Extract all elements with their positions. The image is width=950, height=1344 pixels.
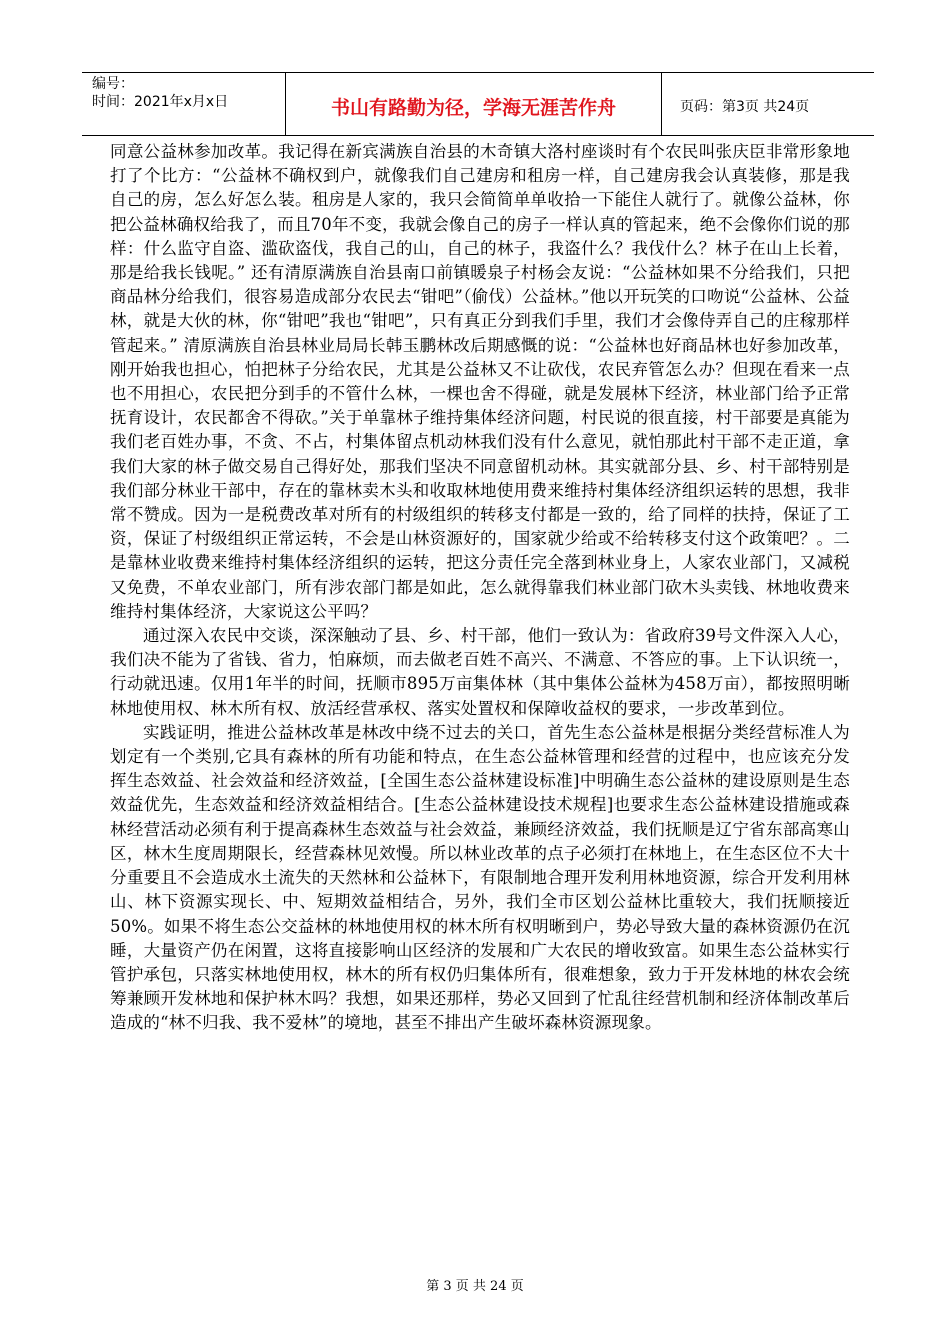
paragraph-3: 实践证明，推进公益林改革是林改中绕不过去的关口，首先生态公益林是根据分类经营标准人为划定有一个类别,它具有森林的所有功能和特点，在生态公益林管理和经营的过程中，也应该充分发挥生态效益、社会效益和经济效益，[全国生态公益林建设标准]中明确生态公益林的建设原则是生态效益优先，生态效益和经济效益相结合。[生态公益林建设技术规程]也要求生态公益林建设措施或森林经营活动必须有利于提高森林生态效益与社会效益，兼顾经济效益，我们抚顺是辽宁省东部高寒山区，林木生度周期限长，经营森林见效慢。所以林业改革的点子必须打在林地上，在生态区位不大十分重要且不会造成水土流失的天然林和公益林下，有限制地合理开发利用林地资源，综合开发利用林山、林下资源实现长、中、短期效益相结合，另外，我们全市区划公益林比重较大，我们抚顺接近50%。如果不将生态公交益林的林地使用权的林木所有权明晰到户，势必导致大量的森林资源仍在沉睡，大量资产仍在闲置，这将直接影响山区经济的发展和广大农民的增收致富。如果生态公益林实行管护承包，只落实林地使用权，林木的所有权仍归集体所有，很难想象，致力于开发林地的林农会统筹兼顾开发林地和保护林木吗？我想，如果还那样，势必又回到了忙乱往经营机制和经济体制改革后造成的“林不归我、我不爱林”的境地，甚至不排出产生破坏森林资源现象。: [110, 722, 850, 1033]
header-page-info: 页码：第3页 共24页: [680, 99, 810, 115]
time-label: 时间：2021年x月x日: [92, 94, 229, 110]
body-text: [110, 140, 850, 1036]
header-motto: 书山有路勤为径，学海无涯苦作舟: [286, 73, 662, 135]
paragraph-1: 同意公益林参加改革。我记得在新宾满族自治县的木奇镇大洛村座谈时有个农民叫张庆臣非常形象地打了个比方：“公益林不确权到户，就像我们自己建房和租房一样，自己建房我会认真装修，那是我自己的房，怎么好怎么装。租房是人家的，我只会简简单单收拾一下能住人就行了。就像公益林，你把公益林确权给我了，而且70年不变，我就会像自己的房子一样认真的管起来，绝不会像你们说的那样：什么监守自盗、滥砍盗伐，我自己的山，自己的林子，我盗什么？我伐什么？林子在山上长着，那是给我长钱呢。” 还有清原满族自治县南口前镇暖泉子村杨会友说：“公益林如果不分给我们，只把商品林分给我们，很容易造成部分农民去“钳吧”（偷伐）公益林。”他以开玩笑的口吻说“公益林、公益林，就是大伙的林，你“钳吧”我也“钳吧”，只有真正分到我们手里，我们才会像侍弄自己的庄稼那样管起来。” 清原满族自治县林业局局长韩玉鹏林改后期感慨的说：“公益林也好商品林也好参加改革，刚开始我也担心，怕把林子分给农民，尤其是公益林又不让砍伐，农民弃管怎么办？但现在看来一点也不用担心，农民把分到手的不管什么林，一棵也舍不得碰，就是发展林下经济，林业部门给予正常抚育设计，农民都舍不得砍。”关于单靠林子维持集体经济问题，村民说的很直接，村干部要是真能为我们老百姓办事，不贪、不占，村集体留点机动林我们没有什么意见，就怕那此村干部不走正道，拿我们大家的林子做交易自己得好处，那我们坚决不同意留机动林。其实就部分县、乡、村干部特别是我们部分林业干部中，存在的靠林卖木头和收取林地使用费来维持村集体经济组织运转的思想，我非常不赞成。因为一是税费改革对所有的村级组织的转移支付都是一致的，给了同样的扶持，保证了工资，保证了村级组织正常运转，不会是山林资源好的，国家就少给或不给转移支付这个政策吧？。二是靠林业收费来维持村集体经济组织的运转，把这分责任完全落到林业身上，人家农业部门，又减税又免费，不单农业部门，所有涉农部门都是如此，怎么就得靠我们林业部门砍木头卖钱、林地收费来维持村集体经济，大家说这公平吗？: [110, 142, 850, 621]
page-header: [82, 72, 874, 136]
header-meta: [82, 73, 286, 135]
paragraph-2: 通过深入农民中交谈，深深触动了县、乡、村干部，他们一致认为：省政府39号文件深入人心，我们决不能为了省钱、省力，怕麻烦，而去做老百姓不高兴、不满意、不答应的事。上下认识统一，行动就迅速。仅用1年半的时间，抚顺市895万亩集体林（其中集体公益林为458万亩），都按照明晰林地使用权、林木所有权、放活经营承权、落实处置权和保障收益权的要求，一步改革到位。: [110, 626, 850, 718]
page-footer: 第 3 页 共 24 页: [426, 1279, 524, 1294]
number-label: 编号：: [92, 76, 134, 92]
